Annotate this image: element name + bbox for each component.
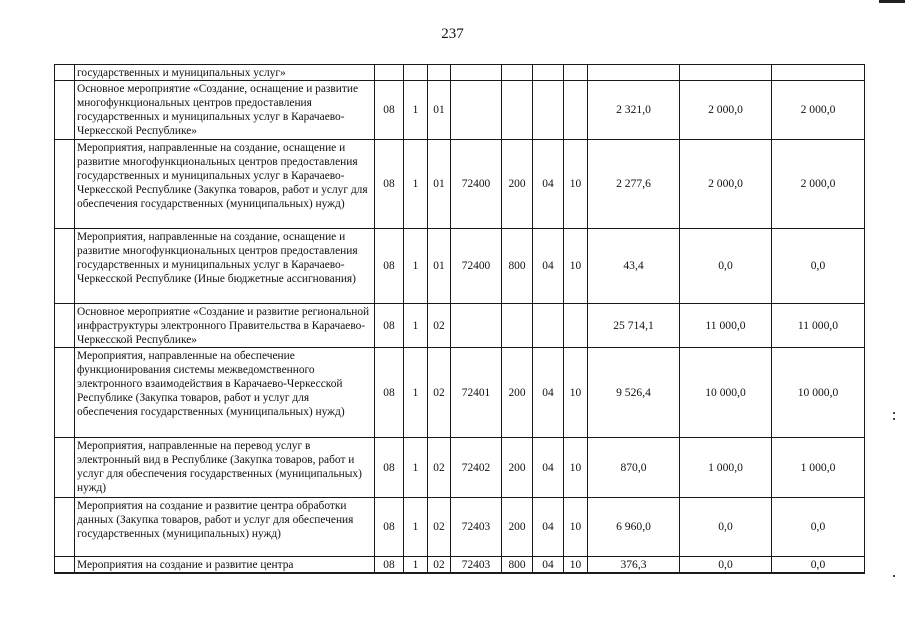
code-cell-c4: 72402	[451, 438, 502, 498]
table-row	[55, 438, 865, 498]
amount-cell-v2: 11 000,0	[680, 304, 772, 348]
table-row	[55, 304, 865, 348]
code-cell-c3	[428, 65, 451, 81]
row-gutter-cell	[55, 304, 75, 348]
code-cell-c4	[451, 65, 502, 81]
row-description: Основное мероприятие «Создание, оснащение и развитие многофункциональных центров предоставления государственных и муниципальных услуг в Карачаево-Черкесской Республике»	[75, 81, 375, 140]
row-gutter-cell	[55, 438, 75, 498]
code-cell-c1: 08	[375, 304, 404, 348]
scan-edge-mark	[893, 412, 895, 414]
amount-cell-v3: 0,0	[772, 557, 865, 574]
amount-cell-v2: 2 000,0	[680, 81, 772, 140]
code-cell-c5: 200	[502, 348, 533, 438]
row-gutter-cell	[55, 229, 75, 304]
amount-cell-v1: 6 960,0	[588, 498, 680, 557]
code-cell-c2	[404, 65, 428, 81]
amount-cell-v2: 1 000,0	[680, 438, 772, 498]
amount-cell-v2: 0,0	[680, 498, 772, 557]
code-cell-c2: 1	[404, 229, 428, 304]
code-cell-c4: 72401	[451, 348, 502, 438]
code-cell-c7: 10	[564, 140, 588, 229]
table-row	[55, 498, 865, 557]
amount-cell-v1	[588, 65, 680, 81]
code-cell-c3: 02	[428, 438, 451, 498]
amount-cell-v3: 0,0	[772, 498, 865, 557]
row-gutter-cell	[55, 557, 75, 574]
amount-cell-v2: 2 000,0	[680, 140, 772, 229]
code-cell-c4: 72400	[451, 229, 502, 304]
amount-cell-v2: 0,0	[680, 557, 772, 574]
code-cell-c4	[451, 81, 502, 140]
code-cell-c6: 04	[533, 438, 564, 498]
code-cell-c5: 800	[502, 229, 533, 304]
code-cell-c2: 1	[404, 557, 428, 574]
code-cell-c2: 1	[404, 498, 428, 557]
code-cell-c1: 08	[375, 498, 404, 557]
code-cell-c2: 1	[404, 140, 428, 229]
amount-cell-v2: 10 000,0	[680, 348, 772, 438]
code-cell-c5: 200	[502, 498, 533, 557]
code-cell-c2: 1	[404, 81, 428, 140]
amount-cell-v3: 2 000,0	[772, 140, 865, 229]
code-cell-c6	[533, 304, 564, 348]
row-description: Мероприятия на создание и развитие центра	[75, 557, 375, 574]
row-gutter-cell	[55, 140, 75, 229]
code-cell-c2: 1	[404, 348, 428, 438]
code-cell-c7	[564, 304, 588, 348]
row-description: Мероприятия, направленные на перевод услуг в электронный вид в Республике (Закупка товаров, работ и услуг для обеспечения государственных (муниципальных) нужд)	[75, 438, 375, 498]
row-description: Мероприятия, направленные на создание, оснащение и развитие многофункциональных центров предоставления государственных и муниципальных услуг в Карачаево-Черкесской Республике (Закупка товаров, работ и услуг для обеспечения государственных (муниципальных) нужд)	[75, 140, 375, 229]
code-cell-c6: 04	[533, 557, 564, 574]
amount-cell-v1: 43,4	[588, 229, 680, 304]
code-cell-c6	[533, 81, 564, 140]
table-row	[55, 81, 865, 140]
row-gutter-cell	[55, 65, 75, 81]
code-cell-c3: 02	[428, 498, 451, 557]
amount-cell-v3: 10 000,0	[772, 348, 865, 438]
code-cell-c7	[564, 81, 588, 140]
row-description: Основное мероприятие «Создание и развитие региональной инфраструктуры электронного Правительства в Карачаево-Черкесской Республике»	[75, 304, 375, 348]
amount-cell-v1: 376,3	[588, 557, 680, 574]
code-cell-c5: 800	[502, 557, 533, 574]
code-cell-c1: 08	[375, 229, 404, 304]
code-cell-c4	[451, 304, 502, 348]
code-cell-c1: 08	[375, 140, 404, 229]
code-cell-c1: 08	[375, 557, 404, 574]
amount-cell-v1: 9 526,4	[588, 348, 680, 438]
table-row	[55, 140, 865, 229]
amount-cell-v2	[680, 65, 772, 81]
table-row	[55, 348, 865, 438]
code-cell-c2: 1	[404, 438, 428, 498]
code-cell-c7: 10	[564, 438, 588, 498]
row-description: Мероприятия, направленные на обеспечение функционирования системы межведомственного электронного взаимодействия в Карачаево-Черкесской Республике (Закупка товаров, работ и услуг для обеспечения государственных (муниципальных) нужд)	[75, 348, 375, 438]
code-cell-c1: 08	[375, 348, 404, 438]
code-cell-c3: 01	[428, 81, 451, 140]
code-cell-c7: 10	[564, 498, 588, 557]
code-cell-c3: 01	[428, 140, 451, 229]
code-cell-c3: 02	[428, 557, 451, 574]
code-cell-c6: 04	[533, 348, 564, 438]
code-cell-c1: 08	[375, 438, 404, 498]
code-cell-c7: 10	[564, 348, 588, 438]
row-description: Мероприятия на создание и развитие центра обработки данных (Закупка товаров, работ и услуг для обеспечения государственных (муниципальных) нужд)	[75, 498, 375, 557]
code-cell-c2: 1	[404, 304, 428, 348]
amount-cell-v1: 870,0	[588, 438, 680, 498]
page-number: 237	[441, 26, 464, 42]
code-cell-c4: 72400	[451, 140, 502, 229]
row-gutter-cell	[55, 348, 75, 438]
code-cell-c7: 10	[564, 557, 588, 574]
code-cell-c3: 01	[428, 229, 451, 304]
code-cell-c4: 72403	[451, 498, 502, 557]
code-cell-c5	[502, 65, 533, 81]
row-description: государственных и муниципальных услуг»	[75, 65, 375, 81]
amount-cell-v1: 2 277,6	[588, 140, 680, 229]
code-cell-c3: 02	[428, 348, 451, 438]
amount-cell-v3: 2 000,0	[772, 81, 865, 140]
scan-edge-mark	[893, 575, 895, 577]
code-cell-c5: 200	[502, 438, 533, 498]
code-cell-c4: 72403	[451, 557, 502, 574]
code-cell-c6: 04	[533, 229, 564, 304]
code-cell-c6: 04	[533, 498, 564, 557]
amount-cell-v3: 1 000,0	[772, 438, 865, 498]
amount-cell-v2: 0,0	[680, 229, 772, 304]
code-cell-c6: 04	[533, 140, 564, 229]
code-cell-c7	[564, 65, 588, 81]
amount-cell-v3: 11 000,0	[772, 304, 865, 348]
row-gutter-cell	[55, 81, 75, 140]
scan-edge-mark	[893, 418, 895, 420]
table-row	[55, 557, 865, 574]
code-cell-c3: 02	[428, 304, 451, 348]
code-cell-c6	[533, 65, 564, 81]
row-description: Мероприятия, направленные на создание, оснащение и развитие многофункциональных центров предоставления государственных и муниципальных услуг в Карачаево-Черкесской Республике (Иные бюджетные ассигнования)	[75, 229, 375, 304]
code-cell-c1	[375, 65, 404, 81]
code-cell-c7: 10	[564, 229, 588, 304]
code-cell-c1: 08	[375, 81, 404, 140]
row-gutter-cell	[55, 498, 75, 557]
code-cell-c5	[502, 81, 533, 140]
amount-cell-v1: 25 714,1	[588, 304, 680, 348]
code-cell-c5: 200	[502, 140, 533, 229]
code-cell-c5	[502, 304, 533, 348]
budget-table	[54, 64, 865, 574]
amount-cell-v3	[772, 65, 865, 81]
table-row	[55, 65, 865, 81]
amount-cell-v1: 2 321,0	[588, 81, 680, 140]
scan-corner-mark	[879, 0, 905, 3]
amount-cell-v3: 0,0	[772, 229, 865, 304]
table-row	[55, 229, 865, 304]
